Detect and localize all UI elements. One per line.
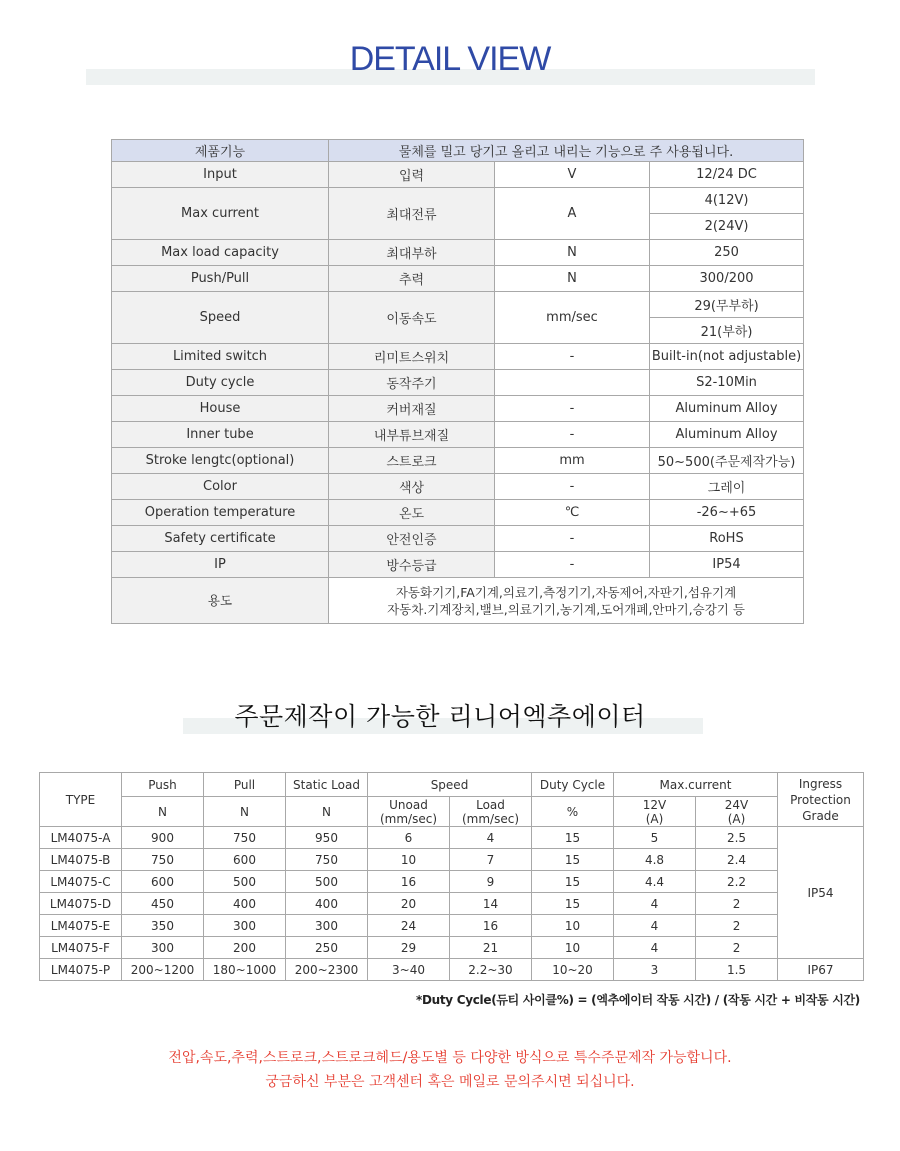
spec-value: -26~+65 [650,500,804,526]
spec-unit: - [495,552,650,578]
type-header: TYPE [40,773,122,827]
spec-value: 12/24 DC [650,162,804,188]
model-cell: 15 [532,827,614,849]
model-cell: 3~40 [368,959,450,981]
model-cell: 600 [204,849,286,871]
spec-label-ko: 리미트스위치 [329,344,495,370]
model-cell: 400 [286,893,368,915]
spec-row [112,474,804,500]
model-cell: 750 [122,849,204,871]
load-unit: Load (mm/sec) [450,797,532,827]
model-cell: 200~2300 [286,959,368,981]
spec-row [112,500,804,526]
model-cell: 7 [450,849,532,871]
models-table [39,772,864,981]
spec-unit: - [495,344,650,370]
model-cell: 250 [286,937,368,959]
spec-value: 2(24V) [650,214,804,240]
spec-value: 250 [650,240,804,266]
spec-label-ko: 동작주기 [329,370,495,396]
v12-unit: 12V (A) [614,797,696,827]
models-unit-row [40,797,864,827]
spec-label-en: Max current [112,188,329,240]
footer-line-2: 궁금하신 부분은 고객센터 혹은 메일로 문의주시면 되십니다. [265,1074,635,1090]
spec-label-ko: 온도 [329,500,495,526]
spec-label-ko: 방수등급 [329,552,495,578]
model-cell: 500 [204,871,286,893]
usage-line-2: 자동차.기계장치,밸브,의료기기,농기계,도어개폐,안마기,승강기 등 [387,601,745,617]
spec-unit: N [495,266,650,292]
model-type-cell: LM4075-D [40,893,122,915]
model-cell: 600 [122,871,204,893]
ip-group-cell: IP54 [778,827,864,959]
models-header-row [40,773,864,797]
model-cell: 24 [368,915,450,937]
spec-label-en: Stroke lengtc(optional) [112,448,329,474]
model-cell: 4 [614,893,696,915]
spec-label-en: Max load capacity [112,240,329,266]
model-cell: 750 [286,849,368,871]
spec-row [112,370,804,396]
spec-row [112,344,804,370]
spec-label-en: Inner tube [112,422,329,448]
model-cell: 200~1200 [122,959,204,981]
model-cell: 750 [204,827,286,849]
model-cell: 9 [450,871,532,893]
model-cell: 16 [368,871,450,893]
spec-label-en: Duty cycle [112,370,329,396]
model-cell: 500 [286,871,368,893]
static-header: Static Load [286,773,368,797]
model-cell: 4.8 [614,849,696,871]
ip-header: Ingress Protection Grade [778,773,864,827]
spec-label-en: Push/Pull [112,266,329,292]
model-cell: 300 [204,915,286,937]
model-cell: 5 [614,827,696,849]
model-cell: 29 [368,937,450,959]
ip-last-cell: IP67 [778,959,864,981]
model-cell: 4 [450,827,532,849]
model-cell: 4 [614,915,696,937]
model-cell: 14 [450,893,532,915]
model-type-cell: LM4075-C [40,871,122,893]
spec-label-ko: 최대부하 [329,240,495,266]
spec-header-label: 제품기능 [112,140,329,162]
spec-row [112,526,804,552]
spec-unit: ℃ [495,500,650,526]
speed-header: Speed [368,773,532,797]
model-cell: 10 [532,915,614,937]
model-cell: 2.5 [696,827,778,849]
model-cell: 3 [614,959,696,981]
spec-label-en: House [112,396,329,422]
spec-row [112,240,804,266]
model-cell: 21 [450,937,532,959]
spec-value: 4(12V) [650,188,804,214]
spec-row [112,396,804,422]
spec-unit: mm [495,448,650,474]
model-row [40,871,864,893]
pull-unit: N [204,797,286,827]
spec-value: 그레이 [650,474,804,500]
spec-value: 21(부하) [650,318,804,344]
model-cell: 2.2~30 [450,959,532,981]
spec-value: RoHS [650,526,804,552]
detail-view-title: DETAIL VIEW [349,40,551,78]
spec-label-ko: 커버재질 [329,396,495,422]
spec-value: 50~500(주문제작가능) [650,448,804,474]
spec-label-ko: 이동속도 [329,292,495,344]
model-cell: 2 [696,893,778,915]
model-cell: 1.5 [696,959,778,981]
model-cell: 2 [696,937,778,959]
model-type-cell: LM4075-B [40,849,122,871]
usage-line-1: 자동화기기,FA기계,의료기,측정기기,자동제어,자판기,섬유기계 [395,584,737,600]
push-unit: N [122,797,204,827]
spec-unit: - [495,526,650,552]
pull-header: Pull [204,773,286,797]
model-row [40,959,864,981]
spec-table [111,139,804,624]
spec-unit: - [495,474,650,500]
model-cell: 15 [532,893,614,915]
spec-row [112,162,804,188]
model-cell: 6 [368,827,450,849]
usage-value [329,578,804,624]
spec-value: IP54 [650,552,804,578]
unload-unit: Unoad (mm/sec) [368,797,450,827]
spec-label-ko: 스트로크 [329,448,495,474]
spec-value: 300/200 [650,266,804,292]
spec-unit: - [495,422,650,448]
model-cell: 2.2 [696,871,778,893]
spec-row [112,448,804,474]
model-row [40,849,864,871]
model-row [40,893,864,915]
model-cell: 300 [122,937,204,959]
v24-unit: 24V (A) [696,797,778,827]
spec-row [112,188,804,214]
duty-cycle-note: *Duty Cycle(듀티 사이클%) = (엑추에이터 작동 시간) / (작동 시간 + 비작동 시간) [415,993,860,1007]
spec-unit: A [495,188,650,240]
spec-unit [495,370,650,396]
spec-row [112,292,804,318]
spec-header-value: 물체를 밀고 당기고 올리고 내리는 기능으로 주 사용됩니다. [329,140,804,162]
model-cell: 10~20 [532,959,614,981]
model-type-cell: LM4075-F [40,937,122,959]
spec-label-ko: 최대전류 [329,188,495,240]
model-cell: 16 [450,915,532,937]
model-cell: 2 [696,915,778,937]
spec-row [112,422,804,448]
model-cell: 10 [368,849,450,871]
spec-label-ko: 색상 [329,474,495,500]
model-cell: 4 [614,937,696,959]
spec-label-en: Safety certificate [112,526,329,552]
spec-row [112,266,804,292]
spec-usage-row [112,578,804,624]
spec-unit: mm/sec [495,292,650,344]
spec-label-en: Operation temperature [112,500,329,526]
custom-title: 주문제작이 가능한 리니어엑추에이터 [234,702,646,731]
model-cell: 200 [204,937,286,959]
spec-value: Built-in(not adjustable) [650,344,804,370]
spec-label-ko: 추력 [329,266,495,292]
duty-header: Duty Cycle [532,773,614,797]
spec-row [112,552,804,578]
duty-unit: % [532,797,614,827]
model-cell: 450 [122,893,204,915]
push-header: Push [122,773,204,797]
usage-label: 용도 [112,578,329,624]
model-row [40,827,864,849]
model-cell: 15 [532,871,614,893]
model-cell: 180~1000 [204,959,286,981]
spec-label-en: Limited switch [112,344,329,370]
model-cell: 300 [286,915,368,937]
model-cell: 10 [532,937,614,959]
spec-label-en: Input [112,162,329,188]
spec-value: 29(무부하) [650,292,804,318]
spec-value: Aluminum Alloy [650,422,804,448]
model-cell: 900 [122,827,204,849]
spec-label-en: IP [112,552,329,578]
model-cell: 20 [368,893,450,915]
spec-label-en: Speed [112,292,329,344]
model-type-cell: LM4075-A [40,827,122,849]
spec-value: S2-10Min [650,370,804,396]
model-row [40,937,864,959]
current-header: Max.current [614,773,778,797]
model-type-cell: LM4075-P [40,959,122,981]
model-cell: 2.4 [696,849,778,871]
spec-label-en: Color [112,474,329,500]
spec-unit: - [495,396,650,422]
model-type-cell: LM4075-E [40,915,122,937]
spec-unit: V [495,162,650,188]
spec-value: Aluminum Alloy [650,396,804,422]
model-row [40,915,864,937]
spec-unit: N [495,240,650,266]
spec-header-row [112,140,804,162]
model-cell: 4.4 [614,871,696,893]
static-unit: N [286,797,368,827]
footer-line-1: 전압,속도,추력,스트로크,스트로크헤드/용도별 등 다양한 방식으로 특수주문제작 가능합니다. [168,1050,732,1066]
spec-label-ko: 내부튜브재질 [329,422,495,448]
model-cell: 15 [532,849,614,871]
model-cell: 350 [122,915,204,937]
spec-label-ko: 입력 [329,162,495,188]
model-cell: 400 [204,893,286,915]
spec-label-ko: 안전인증 [329,526,495,552]
model-cell: 950 [286,827,368,849]
